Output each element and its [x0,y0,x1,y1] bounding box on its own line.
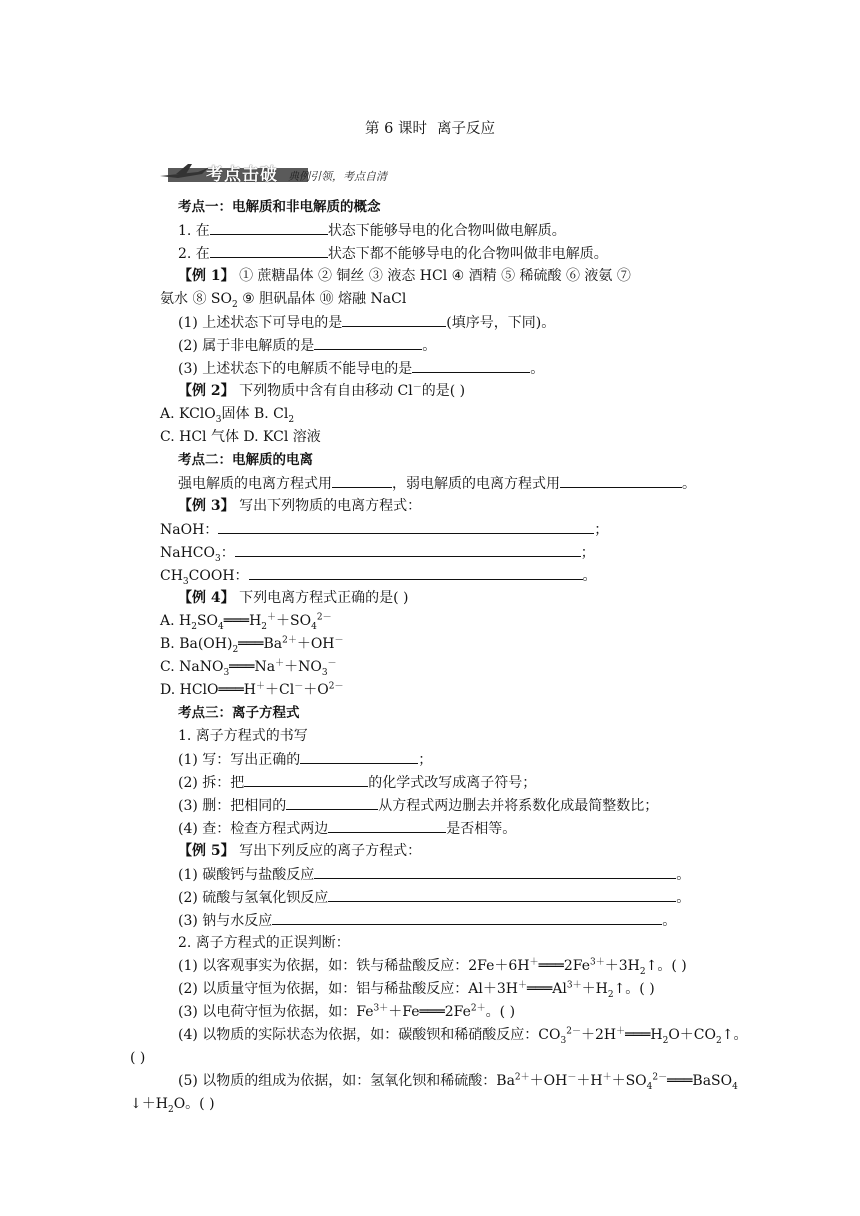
judge-4-paren: ( ) [130,1050,146,1066]
ex3-naoh: NaOH： ； [160,522,609,538]
s3-sub-1: 1. 离子方程式的书写 [178,728,308,744]
section-banner [158,158,388,184]
s3-sub-2: 2. 离子方程式的正误判断： [178,935,350,951]
ex2-options-cd: C. HCl 气体 D. KCl 溶液 [160,429,321,445]
ex3-ch3cooh: $CH_3COOH$： 。 [160,568,597,587]
banner-title: 考点击破 [206,165,278,185]
s3-step-delete: (3) 删：把相同的 从方程式两边删去并将系数化成最简整数比； [178,798,659,814]
example-4: 【例 4】 下列电离方程式正确的是( ) [178,590,409,606]
ex1-q3: (3) 上述状态下的电解质不能导电的是 。 [178,361,545,377]
s2-item-1: 强电解质的电离方程式用 ，弱电解质的电离方程式用 。 [178,476,696,492]
example-1: 【例 1】 ① 蔗糖晶体 ② 铜丝 ③ 液态 HCl ④ 酒精 ⑤ 稀硫酸 ⑥ 液氨 ⑦ [178,268,631,284]
judge-2: (2) 以质量守恒为依据，如：铝与稀盐酸反应：$Al+3H^+═══Al^{3+}+H_2↑$。( ) [178,980,655,1000]
ex5-q1: (1) 碳酸钙与盐酸反应 。 [178,867,691,883]
judge-5-cont: $↓+H_2O$。( ) [130,1096,215,1115]
judge-5: (5) 以物质的组成为依据，如：氢氧化钡和稀硫酸：$Ba^{2+}+OH^-+H^++SO_4^{2-}═══BaSO_4$ [178,1072,738,1092]
ex1-q1: (1) 上述状态下可导电的是 (填序号，下同)。 [178,315,556,331]
airplane-icon [158,160,210,182]
ex4-option-c: C. $NaNO_3═══Na^++NO_3^-$ [160,658,337,678]
judge-4: (4) 以物质的实际状态为依据，如：碳酸钡和稀硝酸反应：$CO_3^{2-}+2H^+═══H_2O+CO_2↑$。 [178,1026,748,1046]
s3-step-write: (1) 写：写出正确的 ； [178,752,433,768]
s3-step-split: (2) 拆：把 的化学式改写成离子符号； [178,775,537,791]
example-1-cont: 氨水 ⑧ $SO_2$ ⑨ 胆矾晶体 ⑩ 熔融 NaCl [160,291,407,310]
banner-subtitle: 典例引领，考点自清 [288,170,387,183]
lesson-name: 离子反应 [436,121,495,137]
section-2-heading: 考点二：电解质的电离 [178,452,313,468]
ex1-q2: (2) 属于非电解质的是 。 [178,338,437,354]
section-3-heading: 考点三：离子方程式 [178,705,300,721]
judge-1: (1) 以客观事实为依据，如：铁与稀盐酸反应：$2Fe+6H^+═══2Fe^{3+}+3H_2↑$。( ) [178,957,687,977]
ex5-q2: (2) 硫酸与氢氧化钡反应 。 [178,890,691,906]
example-5: 【例 5】 写出下列反应的离子方程式： [178,843,422,859]
s1-item-1: 1. 在 状态下能够导电的化合物叫做电解质。 [178,223,566,239]
ex2-options-ab: A. KClO$_3$固体 B. $Cl_2$ [160,406,295,425]
section-1-heading: 考点一：电解质和非电解质的概念 [178,199,381,215]
judge-3: (3) 以电荷守恒为依据，如：$Fe^{3+}+Fe═══2Fe^{2+}$。( ) [178,1003,516,1020]
example-3: 【例 3】 写出下列物质的电离方程式： [178,498,422,514]
example-2: 【例 2】 下列物质中含有自由移动 Cl－的是( ) [178,382,466,399]
ex4-option-d: D. $HClO═══H^++Cl^-+O^{2-}$ [160,681,344,698]
s3-step-check: (4) 查：检查方程式两边 是否相等。 [178,821,517,837]
page-title [0,117,860,138]
ex4-option-a: A. $H_2SO_4═══H_2^++SO_4^{2-}$ [160,612,332,632]
s1-item-2: 2. 在 状态下都不能够导电的化合物叫做非电解质。 [178,246,608,262]
ex4-option-b: B. $Ba(OH)_2═══Ba^{2+}+OH^-$ [160,635,344,655]
ex5-q3: (3) 钠与水反应 。 [178,913,677,929]
ex3-nahco3: NaHCO$_3$： ； [160,545,595,564]
lesson-number: 第 6 课时 [365,121,427,137]
